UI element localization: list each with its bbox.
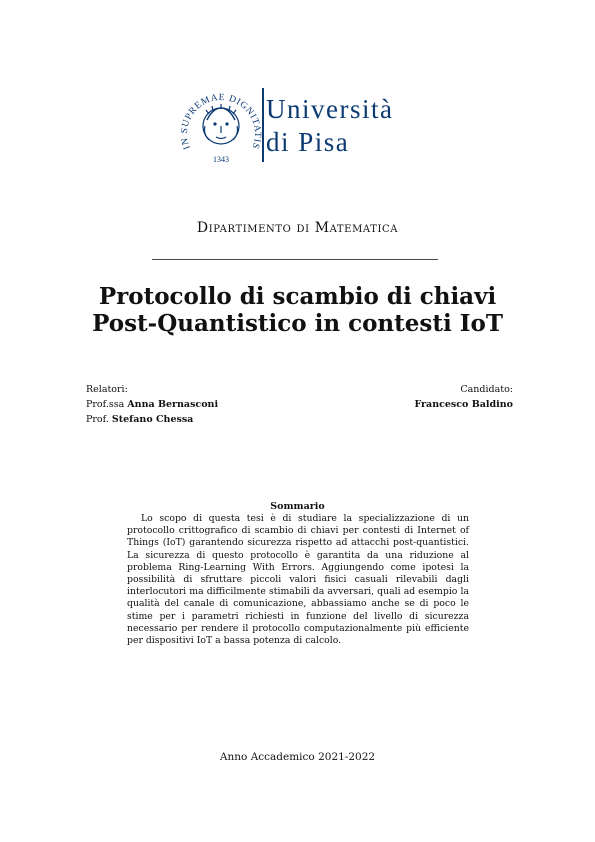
supervisor-2-prefix: Prof. (86, 414, 109, 425)
title-divider (152, 259, 438, 260)
supervisor-1 (86, 397, 218, 412)
candidate-name: Francesco Baldino (414, 399, 513, 410)
university-seal-icon (178, 86, 264, 168)
candidate-label: Candidato: (460, 384, 513, 395)
thesis-title-line2: Post-Quantistico in contesti IoT (92, 310, 503, 337)
university-line1: Università (266, 94, 394, 124)
supervisor-2-name: Stefano Chessa (111, 414, 194, 425)
academic-year: Anno Accademico 2021-2022 (219, 751, 376, 763)
abstract-text: Lo scopo di questa tesi è di studiare la specializzazione di un protocollo crittografico di scambio di chiavi per contesti di Internet of Things (IoT) garantendo sicurezza rispetto ad attacchi post-quantistici. La sicurezza di questo protocollo è garantita da una riduzione al problema Ring-Learning With Errors. Aggiungendo come ipotesi la possibilità di sfruttare piccoli valori fisici casuali rilevabili dagli interlocutori ma difficilmente stimabili da avversari, quali ad esempio la qualità del canale di comunicazione, abbassiamo anche se di poco le stime per i parametri richiesti in funzione del livello di sicurezza necessario per rendere il protocollo computazionalmente più efficiente per dispositivi IoT a bassa potenza di calcolo. (127, 513, 469, 647)
supervisor-1-name: Anna Bernasconi (127, 399, 219, 410)
abstract-heading: Sommario (270, 501, 325, 512)
supervisors-label: Relatori: (86, 384, 128, 395)
svg-text:IN SUPREMAE DIGNITATIS (180, 93, 262, 151)
thesis-title (0, 283, 595, 337)
seal-motto: IN SUPREMAE DIGNITATIS (179, 92, 263, 151)
supervisor-1-prefix: Prof.ssa (86, 399, 125, 410)
university-name (266, 96, 393, 156)
university-line2: di Pisa (266, 127, 350, 157)
thesis-title-line1: Protocollo di scambio di chiavi (98, 283, 497, 310)
candidate-block (414, 382, 513, 412)
seal-year: 1343 (213, 155, 229, 164)
supervisor-2 (86, 412, 218, 427)
logo-divider (262, 88, 264, 162)
department-name: Dipartimento di Matematica (196, 220, 399, 236)
supervisors-block (86, 382, 218, 427)
